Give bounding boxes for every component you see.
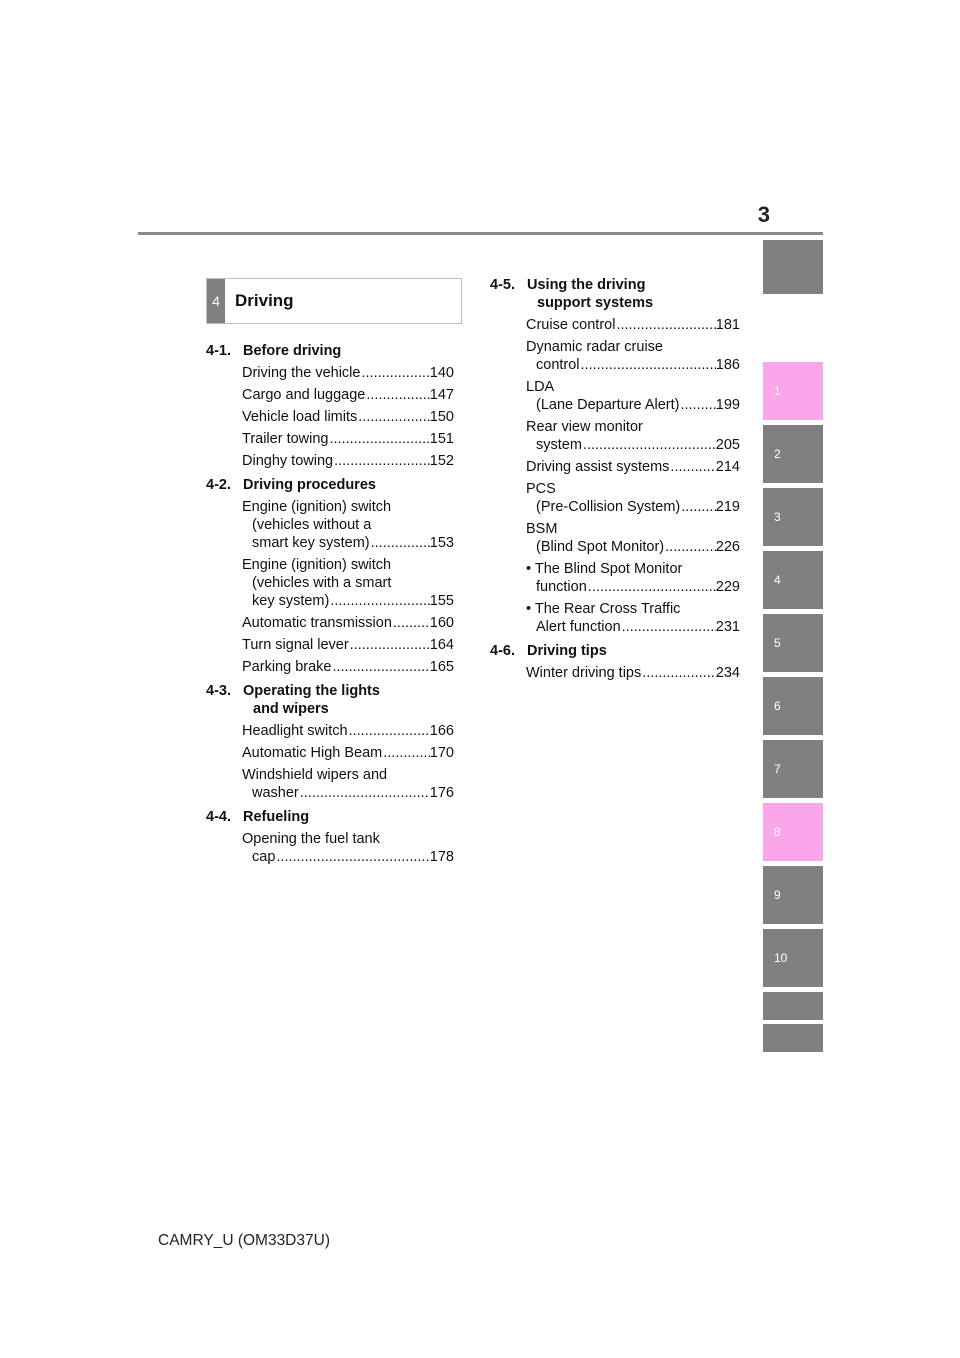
toc-entry[interactable] [242,744,454,762]
toc-entry-page: 147 [429,387,454,403]
toc-entry-text: Driving assist systems [526,459,670,475]
toc-entry-text: LDA [526,379,555,395]
section-title [243,342,454,360]
toc-entry-text: (Pre-Collision System) [536,499,681,515]
toc-section [206,682,454,802]
toc-entry[interactable] [242,452,454,470]
toc-entry-text: Automatic transmission [242,615,392,631]
chapter-tab-7[interactable]: 7 [763,740,823,798]
leader-dots [680,498,716,516]
toc-entry[interactable] [526,338,740,374]
toc-entry-page: 186 [715,357,740,373]
toc-entry[interactable] [526,458,740,476]
chapter-tab-6[interactable]: 6 [763,677,823,735]
leader-dots [382,744,430,762]
toc-entry-text: Alert function [536,619,621,635]
toc-entry-text: Engine (ignition) switch [242,557,392,573]
toc-entry[interactable] [526,378,740,414]
toc-entry-page: 205 [715,437,740,453]
footer-model-code: CAMRY_U (OM33D37U) [158,1232,330,1249]
leader-dots [587,578,716,596]
toc-entry-text: Parking brake [242,659,332,675]
toc-entry-text: (Blind Spot Monitor) [536,539,665,555]
toc-entry-page: 150 [429,409,454,425]
section-number: 4-4. [206,809,231,825]
leader-dots [392,614,430,632]
section-heading [206,682,454,718]
toc-entry[interactable] [526,418,740,454]
section-heading [206,808,454,826]
leader-dots [615,316,715,334]
section-title-line: and wipers [253,701,329,717]
section-title [243,682,454,718]
section-title-line: Operating the lights [243,683,380,699]
toc-entry[interactable] [526,560,740,596]
leader-dots [641,664,716,682]
toc-entry-page: 234 [715,665,740,681]
toc-entry-page: 166 [429,723,454,739]
section-heading [490,276,740,312]
toc-entry-text: • The Blind Spot Monitor [526,561,683,577]
section-title [527,642,740,660]
chapter-number: 4 [207,279,225,323]
toc-entry-text: Turn signal lever [242,637,349,653]
toc-entry-page: 155 [429,593,454,609]
toc-entry-page: 165 [429,659,454,675]
toc-entry-page: 170 [429,745,454,761]
toc-entry-text: smart key system) [252,535,370,551]
header-rule [138,232,823,235]
toc-entry[interactable] [242,636,454,654]
chapter-tab-9[interactable]: 9 [763,866,823,924]
section-number: 4-1. [206,343,231,359]
toc-entry-page: 219 [715,499,740,515]
toc-entry-text: system [536,437,582,453]
section-number: 4-2. [206,477,231,493]
toc-entry-text: Cargo and luggage [242,387,366,403]
toc-entry-text: control [536,357,580,373]
toc-entry[interactable] [242,658,454,676]
toc-entry-page: 199 [715,397,740,413]
toc-entry[interactable] [526,480,740,516]
leader-dots [348,722,430,740]
toc-entry-text: Headlight switch [242,723,348,739]
section-title [243,476,454,494]
toc-entry-page: 140 [429,365,454,381]
toc-entry-text: Engine (ignition) switch [242,499,392,515]
leader-dots [679,396,715,414]
section-title-line: Driving tips [527,643,607,659]
toc-section [206,476,454,676]
toc-section [206,808,454,866]
leader-dots [621,618,716,636]
leader-dots [669,458,715,476]
leader-dots [275,848,429,866]
toc-entry-page: 151 [429,431,454,447]
toc-entry[interactable] [526,520,740,556]
toc-entry-page: 178 [429,849,454,865]
toc-entry-text: Cruise control [526,317,616,333]
toc-column-right [490,276,740,688]
toc-entry[interactable] [242,766,454,802]
chapter-heading-box [206,278,462,324]
toc-entry-text: (Lane Departure Alert) [536,397,680,413]
chapter-tab-blank[interactable] [763,240,823,294]
toc-entry-page: 214 [715,459,740,475]
toc-entry-page: 164 [429,637,454,653]
leader-dots [365,386,429,404]
toc-entry-text: Trailer towing [242,431,329,447]
toc-entry-text: (vehicles with a smart [252,575,392,591]
toc-entry[interactable] [242,830,454,866]
toc-entry-text: Driving the vehicle [242,365,361,381]
toc-entry[interactable] [526,664,740,682]
toc-entry-text: Windshield wipers and [242,767,388,783]
toc-entry-page: 153 [429,535,454,551]
section-title-line: Using the driving [527,277,646,293]
chapter-tab-3[interactable]: 3 [763,488,823,546]
toc-entry[interactable] [526,316,740,334]
toc-entry-text: (vehicles without a [252,517,372,533]
leader-dots [580,356,716,374]
toc-entry-text: Automatic High Beam [242,745,383,761]
toc-entry-text: PCS [526,481,556,497]
page-number: 3 [757,202,770,227]
toc-entry-text: BSM [526,521,558,537]
leader-dots [360,364,429,382]
section-number: 4-5. [490,277,515,293]
leader-dots [329,430,430,448]
toc-entry-page: 176 [429,785,454,801]
section-number: 4-6. [490,643,515,659]
toc-entry-text: washer [252,785,299,801]
leader-dots [299,784,430,802]
toc-entry-page: 229 [715,579,740,595]
chapter-tab-1[interactable]: 1 [763,362,823,420]
toc-entry-text: key system) [252,593,330,609]
chapter-tab-8[interactable]: 8 [763,803,823,861]
section-title [527,276,740,312]
toc-entry-text: Dinghy towing [242,453,334,469]
toc-entry[interactable] [242,364,454,382]
section-heading [206,476,454,494]
toc-entry-text: Vehicle load limits [242,409,358,425]
toc-entry-text: function [536,579,587,595]
leader-dots [357,408,430,426]
leader-dots [582,436,716,454]
toc-entry-text: Rear view monitor [526,419,643,435]
toc-entry-text: cap [252,849,276,865]
chapter-tab-4[interactable]: 4 [763,551,823,609]
toc-entry-text: Dynamic radar cruise [526,339,663,355]
toc-column-left [206,342,454,872]
section-number: 4-3. [206,683,231,699]
toc-entry[interactable] [242,614,454,632]
section-title-line: Before driving [243,343,342,359]
section-title [243,808,454,826]
toc-entry-text: • The Rear Cross Traffic [526,601,681,617]
leader-dots [370,534,430,552]
section-heading [206,342,454,360]
toc-entry-text: Winter driving tips [526,665,642,681]
leader-dots [664,538,716,556]
leader-dots [331,658,429,676]
toc-entry-page: 226 [715,539,740,555]
toc-entry[interactable] [242,722,454,740]
chapter-tabs [763,0,823,1358]
chapter-tab-2[interactable]: 2 [763,425,823,483]
chapter-tab-blank[interactable] [763,1024,823,1052]
leader-dots [349,636,430,654]
toc-entry-page: 160 [429,615,454,631]
toc-entry-page: 181 [715,317,740,333]
section-title-line: Refueling [243,809,310,825]
toc-section [206,342,454,470]
chapter-tab-blank[interactable] [763,992,823,1020]
toc-entry[interactable] [242,498,454,552]
toc-entry-page: 152 [429,453,454,469]
toc-section [490,642,740,682]
toc-entry[interactable] [242,386,454,404]
toc-entry[interactable] [242,408,454,426]
section-title-line: support systems [537,295,654,311]
section-title-line: Driving procedures [243,477,376,493]
toc-entry-page: 231 [715,619,740,635]
toc-entry[interactable] [242,556,454,610]
chapter-tab-10[interactable]: 10 [763,929,823,987]
chapter-title: Driving [235,291,294,310]
toc-section [490,276,740,636]
chapter-tab-5[interactable]: 5 [763,614,823,672]
leader-dots [329,592,429,610]
leader-dots [333,452,430,470]
toc-entry[interactable] [242,430,454,448]
toc-entry-text: Opening the fuel tank [242,831,380,847]
toc-entry[interactable] [526,600,740,636]
section-heading [490,642,740,660]
